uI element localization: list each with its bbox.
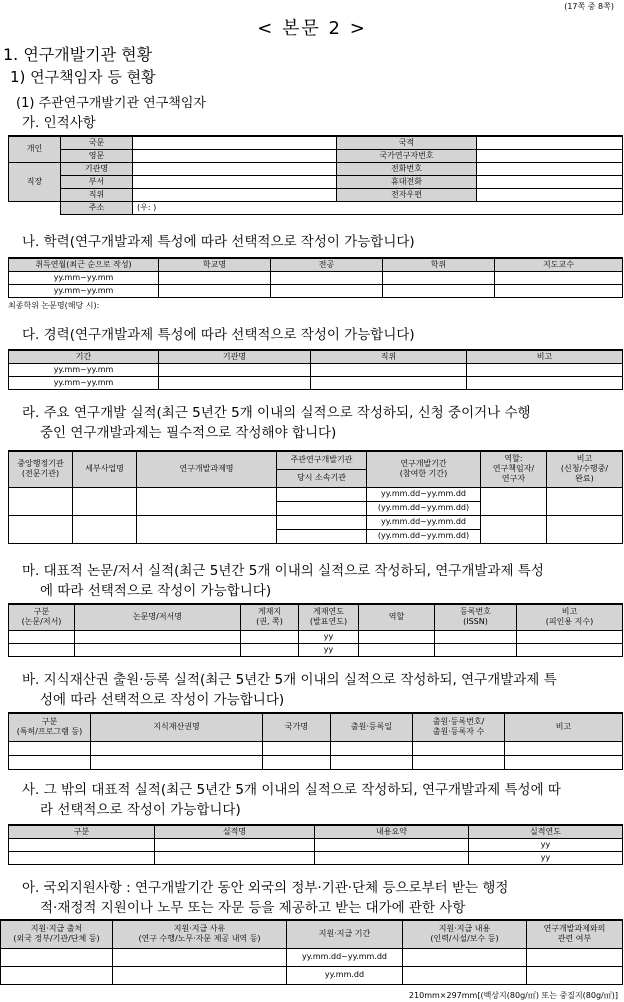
year-cell: yy: [299, 643, 359, 656]
period-cell: yy.mm~yy.mm: [9, 284, 159, 297]
header-line: (외국 정부/기관/단체 등): [13, 934, 100, 944]
header-line: 완료): [575, 474, 594, 484]
page-title: < 본문 2 >: [257, 18, 367, 39]
header-role: 역할: [359, 604, 435, 630]
header-period: 지원·지급 기간: [287, 920, 403, 948]
header-note: 비고: [505, 713, 623, 741]
col-header: 학교명: [159, 258, 271, 271]
section-personal-title: 가. 인적사항: [22, 115, 96, 131]
col-header: 실적명: [155, 825, 315, 838]
page-number: (17쪽 중 8쪽): [564, 2, 614, 11]
header-project: 세부사업명: [73, 451, 137, 487]
period-cell: yy.mm.dd~yy.mm.dd: [287, 948, 403, 966]
section-other-title: [22, 780, 561, 820]
personal-info-table: [8, 135, 623, 215]
row-label-right: 전화번호: [337, 162, 477, 175]
col-header: 취득연월(최근 순으로 작성): [9, 258, 159, 271]
section-foreign-title-line1: 아. 국외지원사항 : 연구개발기간 동안 외국의 정부·기관·단체 등으로부터 받는 행정: [22, 880, 509, 896]
header-line: (ISSN): [463, 617, 488, 627]
group-work: 직장: [9, 162, 61, 201]
header-line: 지원·지급 사유: [173, 924, 226, 934]
row-label: 기관명: [61, 162, 133, 175]
foreign-support-table: [0, 919, 623, 985]
header-title: 연구개발과제명: [137, 451, 277, 487]
header-line: 관련 여부: [557, 934, 592, 944]
header-line: 연구개발기간: [400, 459, 447, 469]
row-label-right: 전자우편: [337, 188, 477, 201]
address-value: (우: ): [133, 201, 623, 214]
header-line: 출원·등록번호/: [432, 717, 485, 727]
section-paper-title-line2: 에 따라 선택적으로 작성이 가능합니다): [40, 583, 272, 599]
period-cell: yy.mm.dd~yy.mm.dd: [367, 515, 481, 529]
header-name: 논문명/저서명: [75, 604, 241, 630]
header-line: 연구개발과제와의: [543, 924, 606, 934]
col-header: 전공: [271, 258, 383, 271]
row-label: 영문: [61, 149, 133, 162]
heading-2: 1) 연구책임자 등 현황: [10, 68, 156, 86]
header-line: (연구 수행/노무·자문 제공 내역 등): [138, 934, 261, 944]
header-line: (피인용 지수): [545, 617, 594, 627]
rnd-table: [8, 450, 623, 544]
col-header: 비고: [467, 350, 623, 363]
header-name: 지식재산권명: [91, 713, 263, 741]
date-cell: yy.mm.dd: [287, 966, 403, 984]
header-line: (권, 쪽): [256, 617, 283, 627]
header-line: 구분: [33, 607, 50, 617]
section-paper-title-line1: 마. 대표적 논문/저서 실적(최근 5년간 5개 이내의 실적으로 작성하되, 연구개발과제 특성: [22, 563, 544, 579]
header-line: 역할:: [504, 454, 523, 464]
section-ip-title-line2: 성에 따라 선택적으로 작성이 가능합니다): [40, 692, 285, 708]
year-cell: yy: [299, 630, 359, 643]
period-cell: yy.mm.dd~yy.mm.dd: [367, 487, 481, 501]
header-line: (전문기관): [21, 469, 60, 479]
period-cell: yy.mm~yy.mm: [9, 271, 159, 284]
period-cell: yy.mm~yy.mm: [9, 376, 159, 389]
col-header: 지도교수: [495, 258, 623, 271]
header-line: 연구자: [501, 474, 526, 484]
header-line: 게재연도: [313, 607, 344, 617]
heading-3: (1) 주관연구개발기관 연구책임자: [16, 96, 206, 111]
section-ip-title-line1: 바. 지식재산권 출원·등록 실적(최근 5년간 5개 이내의 실적으로 작성하되, 연구개발과제 특: [22, 672, 557, 688]
col-header: 구분: [9, 825, 155, 838]
group-personal: 개인: [9, 136, 61, 162]
section-rnd-title-line1: 라. 주요 연구개발 실적(최근 5년간 5개 이내의 실적으로 작성하되, 신청 중이거나 수행: [22, 405, 531, 421]
header-line: 비고: [561, 607, 578, 617]
row-label-right: 국적: [337, 136, 477, 149]
col-header: 기간: [9, 350, 159, 363]
paper-table: [8, 603, 623, 657]
header-line: (신청/수행중/: [560, 464, 609, 474]
education-table: [8, 257, 623, 298]
header-line: 비고: [576, 454, 593, 464]
header-date: 출원·등록일: [331, 713, 413, 741]
header-line: 지원·지급 내용: [438, 924, 491, 934]
col-header: 내용요약: [315, 825, 469, 838]
header-line: 지원·지급 출처: [30, 924, 83, 934]
header-line: 출원·등록자 수: [432, 727, 485, 737]
section-rnd-title-line2: 중인 연구개발과제는 필수적으로 작성해야 합니다): [40, 425, 337, 441]
header-line: (인력/시설/보수 등): [430, 934, 499, 944]
col-header: 실적연도: [469, 825, 623, 838]
row-label: 직위: [61, 188, 133, 201]
col-header: 기관명: [159, 350, 311, 363]
ip-table: [8, 712, 623, 770]
section-rnd-title: [22, 403, 531, 443]
period-cell: (yy.mm.dd~yy.mm.dd): [367, 501, 481, 515]
row-label: 부서: [61, 175, 133, 188]
period-cell: (yy.mm.dd~yy.mm.dd): [367, 529, 481, 543]
header-line: (참여한 기간): [399, 469, 448, 479]
header-host: 주관연구개발기관: [277, 451, 367, 469]
header-line: 연구책임자/: [492, 464, 535, 474]
section-paper-title: [22, 561, 544, 601]
year-cell: yy: [469, 838, 623, 851]
section-foreign-title-line2: 적·재정적 지원이나 노무 또는 자문 등을 제공하고 받는 대가에 관한 사항: [40, 900, 466, 916]
header-line: (논문/저서): [21, 617, 62, 627]
col-header: 학위: [383, 258, 495, 271]
row-label-right: 휴대전화: [337, 175, 477, 188]
row-label-right: 국가연구자번호: [337, 149, 477, 162]
row-label: 국문: [61, 136, 133, 149]
section-foreign-title: [22, 878, 508, 918]
section-other-title-line1: 사. 그 밖의 대표적 실적(최근 5년간 5개 이내의 실적으로 작성하되, 연구개발과제 특성에 따: [22, 782, 561, 798]
header-country: 국가명: [263, 713, 331, 741]
header-line: 중앙행정기관: [17, 459, 64, 469]
col-header: 직위: [311, 350, 467, 363]
heading-1: 1. 연구개발기관 현황: [3, 45, 153, 64]
career-table: [8, 349, 623, 390]
section-other-title-line2: 라 선택적으로 작성이 가능합니다): [40, 802, 241, 818]
header-line: (특허/프로그램 등): [16, 727, 83, 737]
year-cell: yy: [469, 851, 623, 864]
period-cell: yy.mm~yy.mm: [9, 363, 159, 376]
section-career-title: 다. 경력(연구개발과제 특성에 따라 선택적으로 작성이 가능합니다): [22, 327, 415, 343]
header-line: 게재지: [257, 607, 282, 617]
paper-size-footer: 210mm×297mm[(백상지(80g/㎡) 또는 중질지(80g/㎡)]: [408, 991, 618, 1000]
section-ip-title: [22, 670, 557, 710]
header-host-sub: 당시 소속기관: [277, 469, 367, 487]
section-education-title: 나. 학력(연구개발과제 특성에 따라 선택적으로 작성이 가능합니다): [22, 234, 415, 250]
header-line: 등록번호: [460, 607, 491, 617]
header-line: 구분: [41, 717, 58, 727]
header-line: (발표연도): [309, 617, 348, 627]
address-label: 주소: [61, 201, 133, 214]
other-table: [8, 824, 623, 865]
thesis-note: 최종학위 논문명(해당 시):: [8, 301, 100, 310]
